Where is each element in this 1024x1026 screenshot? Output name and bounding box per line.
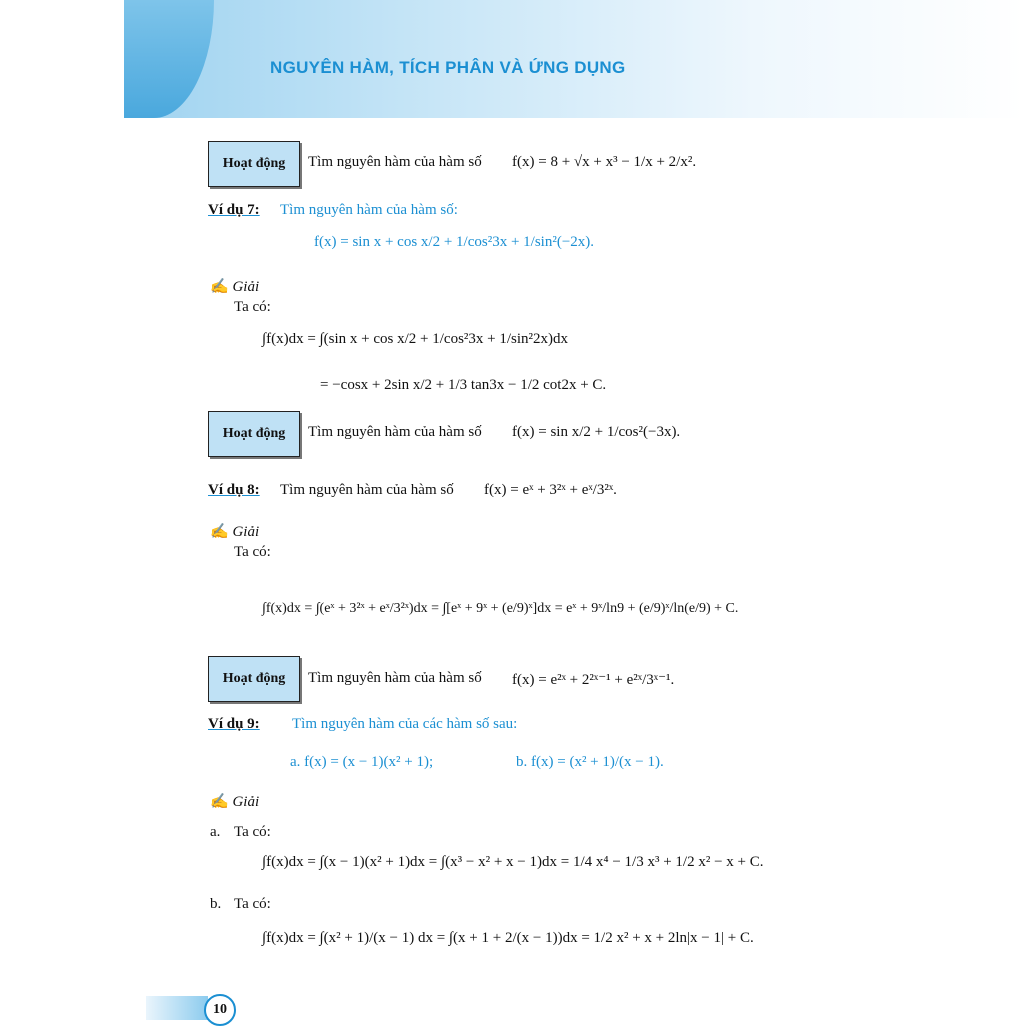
page-number: 10	[204, 994, 236, 1026]
activity-3-text: Tìm nguyên hàm của hàm số	[308, 670, 482, 686]
example-7-formula: f(x) = sin x + cos x/2 + 1/cos²3x + 1/sin²(−2x).	[314, 234, 595, 250]
solution-9b-line: ∫f(x)dx = ∫(x² + 1)/(x − 1) dx = ∫(x + 1 + 2/(x − 1))dx = 1/2 x² + x + 2ln|x − 1| + C.	[262, 930, 754, 946]
solution-8-taco: Ta có:	[234, 544, 271, 560]
example-8-label: Ví dụ 8:	[208, 482, 260, 498]
solution-7-heading	[210, 277, 259, 296]
solution-8-line-1: ∫f(x)dx = ∫(eˣ + 3²ˣ + eˣ/3²ˣ)dx = ∫[eˣ + 9ˣ + (e/9)ˣ]dx = eˣ + 9ˣ/ln9 + (e/9)ˣ/ln(e/9) + C.	[262, 601, 739, 616]
activity-box-2: Hoạt động	[208, 411, 300, 457]
activity-2-formula: f(x) = sin x/2 + 1/cos²(−3x).	[512, 424, 681, 440]
solution-label: Giải	[232, 794, 260, 810]
solution-9b-label: b.	[210, 896, 222, 912]
example-8-text: Tìm nguyên hàm của hàm số	[280, 482, 454, 498]
example-7-text: Tìm nguyên hàm của hàm số:	[280, 202, 458, 218]
solution-9b-taco: Ta có:	[234, 896, 271, 912]
activity-2-text: Tìm nguyên hàm của hàm số	[308, 424, 482, 440]
solution-8-heading	[210, 522, 259, 541]
solution-9a-taco: Ta có:	[234, 824, 271, 840]
example-9-part-a: a. f(x) = (x − 1)(x² + 1);	[290, 754, 434, 770]
example-9-text: Tìm nguyên hàm của các hàm số sau:	[292, 716, 518, 732]
solution-9a-line: ∫f(x)dx = ∫(x − 1)(x² + 1)dx = ∫(x³ − x² + x − 1)dx = 1/4 x⁴ − 1/3 x³ + 1/2 x² − x + C.	[262, 854, 764, 870]
solution-label: Giải	[232, 524, 260, 540]
example-8-formula: f(x) = eˣ + 3²ˣ + eˣ/3²ˣ.	[484, 482, 617, 498]
solution-9a-label: a.	[210, 824, 221, 840]
activity-3-formula: f(x) = e²ˣ + 2²ˣ⁻¹ + e²ˣ/3ˣ⁻¹.	[512, 672, 675, 688]
solution-7-taco: Ta có:	[234, 299, 271, 315]
activity-1-formula: f(x) = 8 + √x + x³ − 1/x + 2/x².	[512, 154, 697, 170]
activity-box-3: Hoạt động	[208, 656, 300, 702]
solution-7-line-2: = −cosx + 2sin x/2 + 1/3 tan3x − 1/2 cot2x + C.	[320, 377, 607, 393]
pencil-icon: ✍	[210, 524, 229, 540]
solution-9-heading	[210, 792, 259, 811]
page-title: NGUYÊN HÀM, TÍCH PHÂN VÀ ỨNG DỤNG	[270, 58, 626, 77]
activity-box-1: Hoạt động	[208, 141, 300, 187]
example-9-part-b: b. f(x) = (x² + 1)/(x − 1).	[516, 754, 664, 770]
pencil-icon: ✍	[210, 279, 229, 295]
pencil-icon: ✍	[210, 794, 229, 810]
example-9-label: Ví dụ 9:	[208, 716, 260, 732]
solution-7-line-1: ∫f(x)dx = ∫(sin x + cos x/2 + 1/cos²3x + 1/sin²2x)dx	[262, 331, 569, 347]
solution-label: Giải	[232, 279, 260, 295]
activity-1-text: Tìm nguyên hàm của hàm số	[308, 154, 482, 170]
page-number-band	[146, 996, 208, 1020]
example-7-label: Ví dụ 7:	[208, 202, 260, 218]
